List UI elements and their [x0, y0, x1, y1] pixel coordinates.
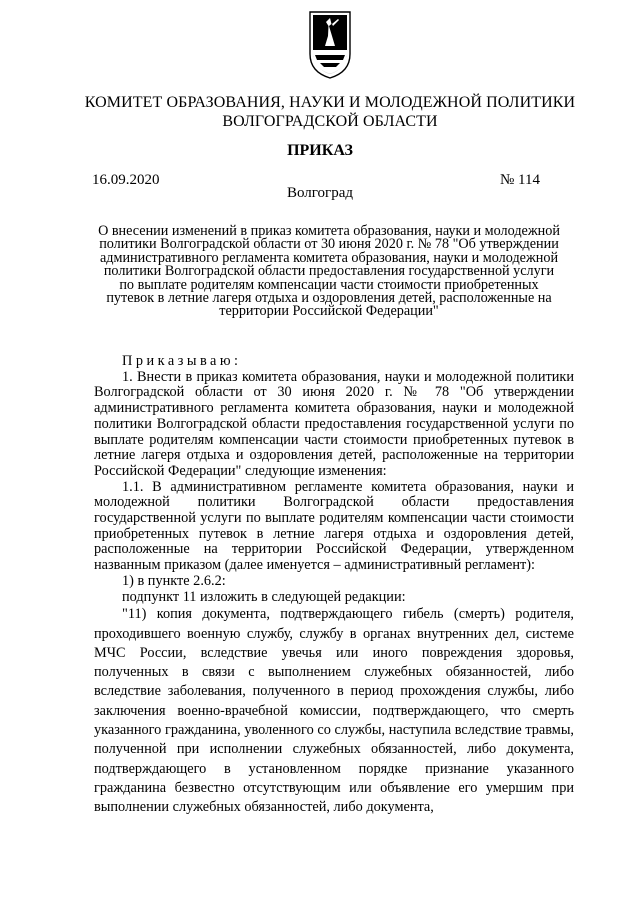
org-line-2: ВОЛГОГРАДСКОЙ ОБЛАСТИ — [222, 113, 438, 130]
org-line-1: КОМИТЕТ ОБРАЗОВАНИЯ, НАУКИ И МОЛОДЕЖНОЙ ПОЛИТИКИ — [84, 94, 576, 111]
orders-heading: Приказываю: — [122, 353, 242, 369]
organization-name — [60, 93, 600, 131]
paragraph-subitem-11: подпункт 11 изложить в следующей редакции: — [122, 588, 406, 605]
paragraph-1-1: 1.1. В административном регламенте комитета образования, науки и молодежной политики Волгоградской области предоставления государственной услуги по выплате родителям компенсации части стоимости приобретенных путевок в летние лагеря отдыха и оздоровления детей, расположенные на территории Российской Федерации, утвержденном названным приказом (далее именуется – административный регламент): — [94, 478, 574, 574]
paragraph-subitem-11-text: "11) копия документа, подтверждающего гибель (смерть) родителя, проходившего военную службу, службу в органах внутренних дел, системе МЧС России, вследствие увечья или иного повреждения здоровья, полученных в связи с выполнением служебных обязанностей, либо вследствие заболевания, полученного в период прохождения службы, либо заключения военно-врачебной комиссии, подтверждающего, что смерть указанного гражданина, уволенного со службы, наступила вследствие травмы, полученной при исполнении служебных обязанностей, либо документа, подтверждающего в установленном порядке признание указанного гражданина безвестно отсутствующим или объявление его умершим при выполнении служебных обязанностей, либо документа, — [94, 606, 574, 816]
document-subject: О внесении изменений в приказ комитета образования, науки и молодежной политики Волгоградской области от 30 июня 2020 г. № 78 "Об утверждении административного регламента комитета образования, науки и молодежной политики Волгоградской области предоставления государственной услуги по выплате родителям компенсации части стоимости приобретенных путевок в летние лагеря отдыха и оздоровления детей, расположенные на территории Российской Федерации" — [98, 223, 560, 320]
document-date: 16.09.2020 — [92, 172, 160, 188]
document-number: № 114 — [500, 172, 541, 188]
document-type: ПРИКАЗ — [287, 142, 353, 159]
paragraph-item-1: 1) в пункте 2.6.2: — [122, 572, 226, 589]
coat-of-arms-icon — [307, 10, 353, 80]
document-city: Волгоград — [286, 185, 353, 201]
paragraph-1: 1. Внести в приказ комитета образования, науки и молодежной политики Волгоградской области от 30 июня 2020 г. № 78 "Об утверждении административного регламента комитета образования, науки и молодежной политики Волгоградской области предоставления государственной услуги по выплате родителям компенсации части стоимости приобретенных путевок в летние лагеря отдыха и оздоровления детей, расположенные на территории Российской Федерации" следующие изменения: — [94, 368, 574, 479]
document-body — [94, 354, 574, 818]
